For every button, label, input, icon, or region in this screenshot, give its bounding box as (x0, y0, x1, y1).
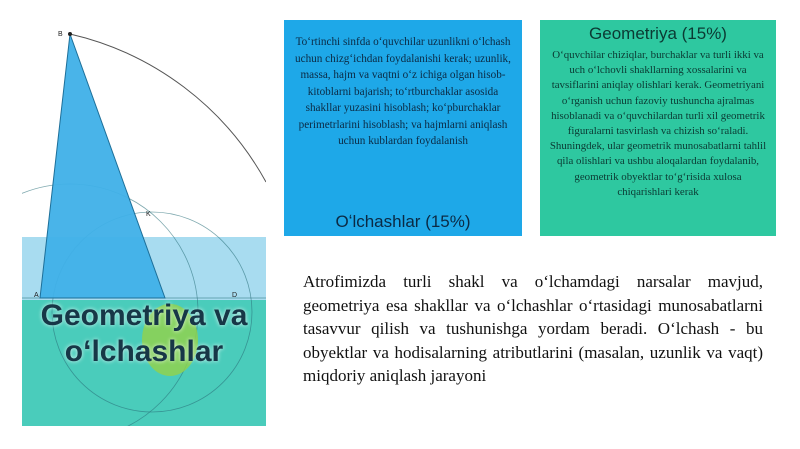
label-top: B (58, 31, 63, 38)
hero-illustration (22, 22, 266, 426)
geometry-card-heading: Geometriya (15%) (589, 24, 727, 43)
measurement-card-heading: Oʻlchashlar (15%) (335, 212, 471, 231)
hero-title: Geometriya va oʻlchashlar (40, 299, 248, 368)
geometry-card (540, 20, 776, 236)
label-right: K (146, 211, 151, 218)
label-left: A (34, 292, 39, 299)
point-top (68, 32, 72, 36)
intro-paragraph: Atrofimizda turli shakl va oʻlchamdagi narsalar mavjud, geometriya esa shakllar va oʻlchashlar oʻrtasidagi munosabatlarni tasavvur qilish va tushunishga yordam beradi. Oʻlchash - bu obyektlar va hodisalarning atributlarini (masalan, uzunlik va vaqt) miqdoriy aniqlash jarayoni (303, 272, 763, 385)
label-far-right: D (232, 292, 238, 299)
geometry-card-body: Oʻquvchilar chiziqlar, burchaklar va turli ikki va uch oʻlchovli shakllarning xossalarini va tavsiflarini aniqlay olishlari kerak. Geometriyani oʻrganish uchun fazoviy tushuncha ajralmas hisoblanadi va oʻquvchilardan turli xil geometrik figuralarni tasvirlash va chizish soʻraladi. Shuningdek, ular geometrik munosabatlarni tahlil qila olishlari va ushbu aloqalardan foydalanib, geometrik obyektlar toʻgʻrisida xulosa chiqarishlari kerak (549, 49, 767, 198)
measurement-card-body: Toʻrtinchi sinfda oʻquvchilar uzunlikni oʻlchash uchun chizgʻichdan foydalanishi kerak; uzunlik, massa, hajm va vaqtni oʻz ichiga olgan hisob-kitoblarni bajarish; toʻrtburchaklar asosida shakllar yuzasini hisoblash; koʻpburchaklar perimetrlarini hisoblash; va hajmlarni aniqlash uchun kublardan foydalanish (295, 36, 511, 147)
measurement-card (284, 20, 522, 236)
